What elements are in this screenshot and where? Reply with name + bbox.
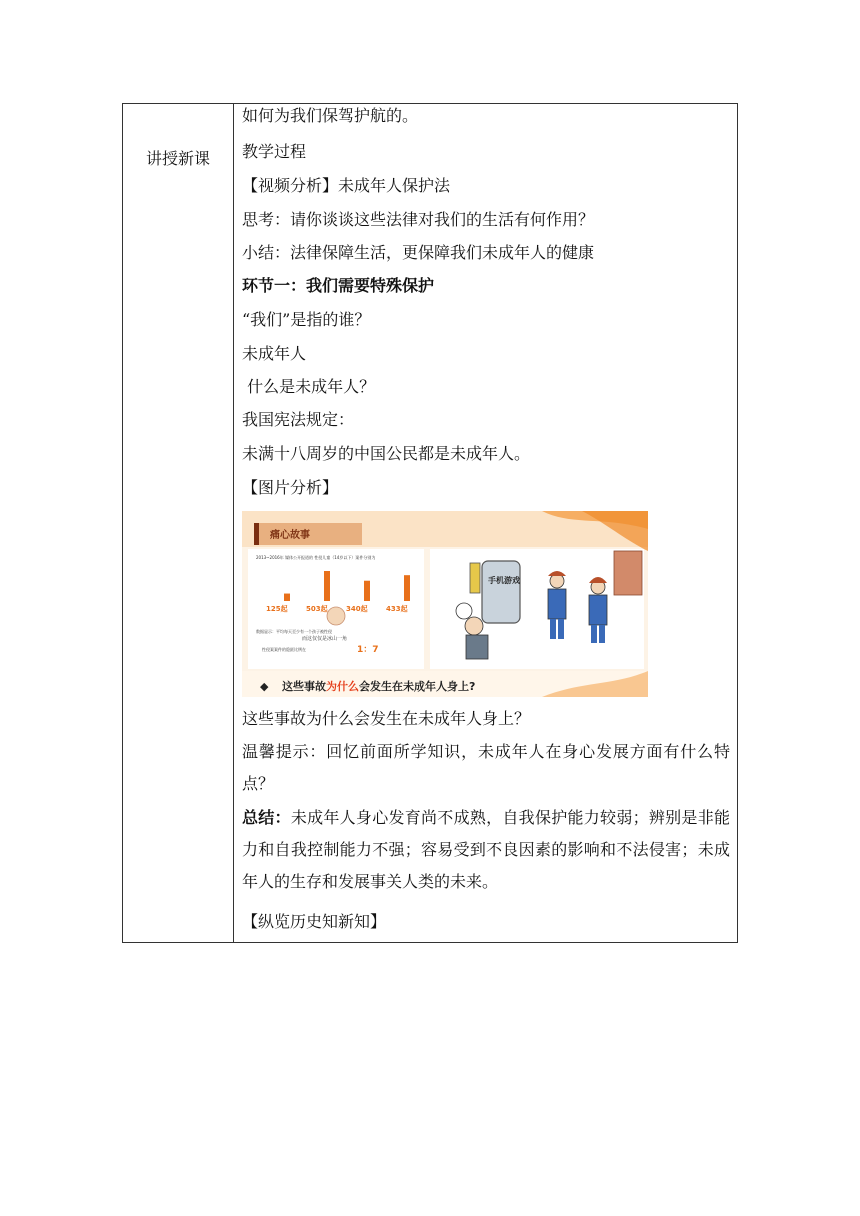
bar-0 bbox=[284, 594, 290, 601]
text-line: 小结：法律保障生活，更保障我们未成年人的健康 bbox=[242, 243, 595, 262]
text-line: 未满十八周岁的中国公民都是未成年人。 bbox=[242, 444, 531, 463]
bar-2 bbox=[364, 581, 370, 601]
text-line: 【视频分析】未成年人保护法 bbox=[242, 176, 451, 195]
text-line: “我们”是指的谁？ bbox=[242, 310, 371, 329]
case-figure bbox=[242, 511, 648, 697]
text-line: 【图片分析】 bbox=[242, 478, 339, 497]
bar-1 bbox=[324, 571, 330, 601]
caption-suffix: 会发生在未成年人身上? bbox=[359, 680, 476, 693]
text-line: 这些事故为什么会发生在未成年人身上？ bbox=[242, 709, 531, 728]
column-divider bbox=[233, 104, 234, 942]
section-label: 讲授新课 bbox=[145, 149, 210, 168]
caption-bullet-icon: ◆ bbox=[260, 680, 269, 693]
stat-header: 2013~2016年 媒体公开报道的 性侵儿童（14岁以下）案件分别为 bbox=[256, 555, 376, 560]
bar-label-0: 125起 bbox=[266, 605, 288, 613]
ratio-caption: 性侵案案件的隐匿比例在 bbox=[262, 647, 306, 652]
ratio-value: 1：7 bbox=[357, 645, 379, 655]
summary-text: 未成年人身心发育尚不成熟，自我保护能力较弱；辨别是非能力和自我控制能力不强；容易受到不良因素的影响和不法侵害；未成年人的生存和发展事关人类的未来。 bbox=[242, 808, 730, 891]
text-line: 我国宪法规定： bbox=[242, 410, 355, 429]
bar-label-1: 503起 bbox=[306, 605, 328, 613]
bar-label-3: 433起 bbox=[386, 605, 408, 613]
iceberg-illustration bbox=[327, 607, 345, 625]
bar-label-2: 340起 bbox=[346, 605, 368, 613]
text-line: 未成年人 bbox=[242, 344, 307, 363]
text-line: 如何为我们保驾护航的。 bbox=[242, 106, 419, 125]
banner bbox=[254, 523, 362, 545]
text-line: 【纵览历史知新知】 bbox=[242, 912, 387, 931]
sign-label: 手机游戏 bbox=[488, 576, 520, 585]
banner-title: 痛心故事 bbox=[270, 530, 310, 541]
text-line: 教学过程 bbox=[242, 142, 307, 161]
text-line: 什么是未成年人？ bbox=[242, 377, 376, 396]
text-line: 思考：请你谈谈这些法律对我们的生活有何作用？ bbox=[242, 210, 595, 229]
lesson-table bbox=[122, 103, 738, 943]
tip-paragraph: 温馨提示：回忆前面所学知识，未成年人在身心发展方面有什么特点？ bbox=[242, 742, 730, 793]
section-heading: 环节一：我们需要特殊保护 bbox=[242, 276, 435, 295]
caption-highlight: 为什么 bbox=[326, 680, 359, 693]
caption-prefix: 这些事故 bbox=[282, 680, 326, 693]
bar-3 bbox=[404, 575, 410, 601]
iceberg-caption: 而这仅仅是冰山一角 bbox=[302, 636, 348, 642]
summary-label: 总结： bbox=[242, 808, 291, 827]
stat-note: 数据显示：平均每天至少有一个孩子被性侵 bbox=[256, 629, 332, 634]
summary-paragraph bbox=[242, 802, 730, 898]
figure-caption bbox=[282, 679, 475, 693]
